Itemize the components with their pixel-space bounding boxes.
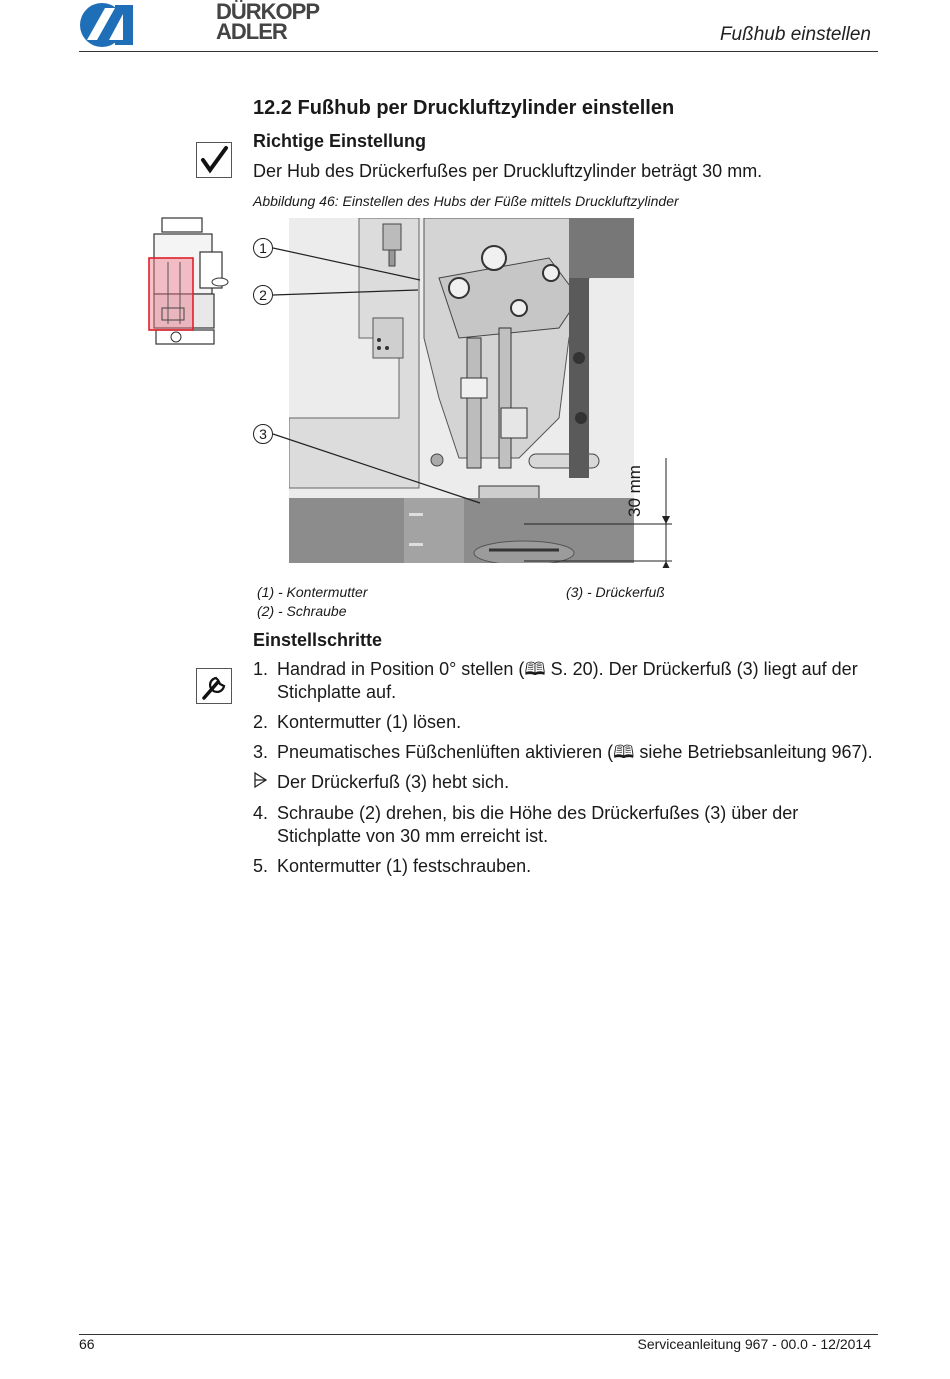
figure-caption: Abbildung 46: Einstellen des Hubs der Füße mittels Druckluftzylinder — [253, 193, 679, 209]
dimension-label: 30 mm — [625, 465, 644, 517]
page-number: 66 — [79, 1336, 95, 1352]
section-title: 12.2 Fußhub per Druckluftzylinder einstellen — [253, 97, 675, 119]
callout-3: 3 — [253, 424, 273, 444]
step-text: Kontermutter (1) lösen. — [277, 712, 462, 732]
step-number: 3. — [253, 742, 269, 762]
step-number: 5. — [253, 856, 269, 876]
wrench-icon — [196, 668, 232, 704]
step-text: Der Drückerfuß (3) hebt sich. — [277, 772, 510, 792]
book-icon: 🕮 — [524, 659, 546, 679]
step-number: 1. — [253, 659, 269, 679]
subsection-title: Richtige Einstellung — [253, 131, 427, 151]
step-3 — [253, 741, 878, 764]
legend-item-1: (1) - Kontermutter — [257, 584, 368, 600]
step-text-a: Handrad in Position 0° stellen ( — [277, 659, 525, 679]
callout-2: 2 — [253, 285, 273, 305]
step-text-b: S. 20). Der Drückerfuß (3) liegt auf der Stichplatte auf. — [277, 659, 858, 702]
document-id: Serviceanleitung 967 - 00.0 - 12/2014 — [637, 1336, 871, 1352]
step-number: 2. — [253, 712, 269, 732]
checkmark-icon — [196, 142, 232, 178]
steps-title: Einstellschritte — [253, 630, 383, 650]
book-icon: 🕮 — [613, 742, 635, 762]
callout-1: 1 — [253, 238, 273, 258]
header-title: Fußhub einstellen — [719, 24, 871, 45]
steps-list — [253, 658, 878, 885]
step-result — [253, 771, 878, 795]
step-4 — [253, 802, 878, 848]
logo-text-line2: ADLER — [216, 19, 287, 44]
machine-overview-image — [140, 212, 230, 352]
brand-logo — [79, 0, 320, 48]
step-text-b: siehe Betriebsanleitung 967). — [634, 742, 873, 762]
step-2 — [253, 711, 878, 734]
correct-setting-text: Der Hub des Drückerfußes per Druckluftzylinder beträgt 30 mm. — [253, 161, 763, 181]
legend-item-3: (3) - Drückerfuß — [566, 584, 665, 600]
result-arrow-icon — [253, 771, 277, 795]
step-5 — [253, 855, 878, 878]
step-text: Schraube (2) drehen, bis die Höhe des Drückerfußes (3) über der Stichplatte von 30 mm erreicht ist. — [277, 803, 799, 846]
legend-item-2: (2) - Schraube — [257, 603, 347, 619]
logo-mark-icon — [79, 2, 135, 48]
step-text: Kontermutter (1) festschrauben. — [277, 856, 532, 876]
step-number: 4. — [253, 803, 269, 823]
logo-text-line1: DÜRKOPP — [216, 0, 320, 24]
step-text-a: Pneumatisches Füßchenlüften aktivieren ( — [277, 742, 614, 762]
figure-callouts — [240, 218, 680, 568]
footer-divider — [79, 1334, 878, 1335]
step-1 — [253, 658, 878, 704]
header-divider — [79, 51, 878, 52]
